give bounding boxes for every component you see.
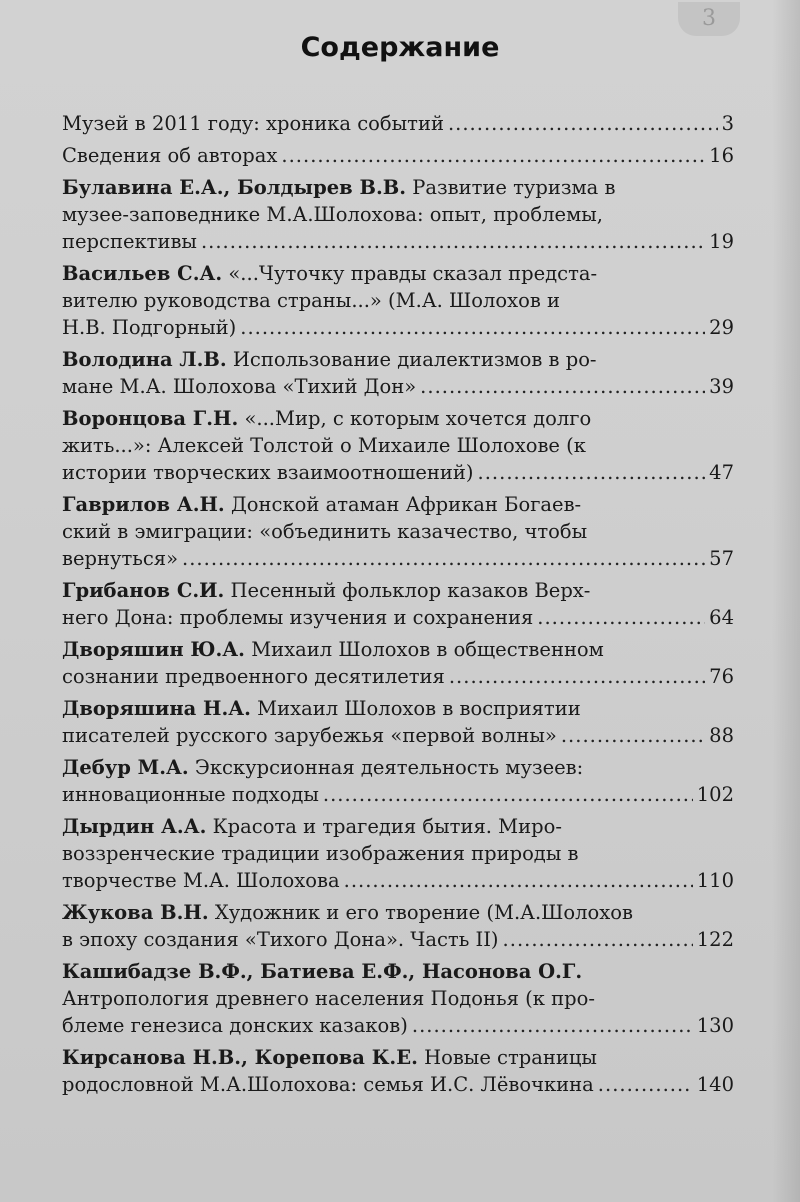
toc-entry-line: Антропология древнего населения Подонья (к про-: [62, 987, 595, 1010]
toc-entry-last-line: [62, 228, 734, 255]
leader-dots: [537, 604, 705, 631]
toc-entry: [62, 577, 734, 631]
toc-entry-title-end: мане М.А. Шолохова «Тихий Дон»: [62, 375, 417, 398]
toc-entry-line: [62, 958, 734, 985]
page-edge-shadow: [772, 0, 800, 1202]
toc-entry-title-part: Экскурсионная деятельность музеев:: [194, 756, 584, 779]
toc-entry-title-part: Донской атаман Африкан Богаев-: [230, 493, 582, 516]
toc-entry: [62, 142, 734, 169]
toc-entry-line: [62, 260, 734, 287]
toc-entry-title-end: сознании предвоенного десятилетия: [62, 665, 445, 688]
toc-entry-author: Грибанов С.И.: [62, 579, 225, 602]
toc-entry-title-part: Михаил Шолохов в общественном: [251, 638, 604, 661]
toc-entry-page-number: 76: [709, 665, 734, 688]
toc-entry-last-line: [62, 110, 734, 137]
toc-entry-last-line: [62, 545, 734, 572]
leader-dots: [182, 545, 705, 572]
toc-entry-line: воззренческие традиции изображения природы в: [62, 842, 579, 865]
toc-entry-line: [62, 491, 734, 518]
leader-dots: [478, 459, 706, 486]
toc-entry-author: Кашибадзе В.Ф., Батиева Е.Ф., Насонова О.Г.: [62, 960, 583, 983]
toc-entry-last-line: [62, 314, 734, 341]
leader-dots: [448, 110, 718, 137]
toc-entry-page-number: 3: [721, 112, 734, 135]
toc-entry-line: [62, 754, 734, 781]
toc-entry-page-number: 110: [696, 869, 734, 892]
toc-entry-line: вителю руководства страны...» (М.А. Шолохов и: [62, 289, 561, 312]
corner-page-number: 3: [678, 2, 740, 36]
toc-entry-author: Жукова В.Н.: [62, 901, 209, 924]
toc-entry-page-number: 64: [709, 606, 734, 629]
toc-entry-title-end: истории творческих взаимоотношений): [62, 461, 474, 484]
toc-entry-last-line: [62, 722, 734, 749]
leader-dots: [344, 867, 693, 894]
toc-entry-title-part: Художник и его творение (М.А.Шолохов: [214, 901, 633, 924]
toc-entry-author: Дворяшин Ю.А.: [62, 638, 245, 661]
toc-entry-page-number: 19: [709, 230, 734, 253]
toc-entry-title-end: родословной М.А.Шолохова: семья И.С. Лёвочкина: [62, 1073, 594, 1096]
toc-entry-author: Володина Л.В.: [62, 348, 227, 371]
toc-entry: [62, 754, 734, 808]
toc-entry-title-end: вернуться»: [62, 547, 179, 570]
toc-entry-title-end: Сведения об авторах: [62, 144, 278, 167]
toc-entry-line: ский в эмиграции: «объединить казачество, чтобы: [62, 520, 588, 543]
toc-entry-title-end: писателей русского зарубежья «первой волны»: [62, 724, 557, 747]
leader-dots: [412, 1012, 693, 1039]
toc-entry-last-line: [62, 1012, 734, 1039]
leader-dots: [420, 373, 705, 400]
toc-entry-page-number: 29: [709, 316, 734, 339]
toc-entry-title-end: инновационные подходы: [62, 783, 319, 806]
toc-entry: [62, 346, 734, 400]
toc-entry: [62, 958, 734, 1039]
toc-entry-line: музее-заповеднике М.А.Шолохова: опыт, проблемы,: [62, 203, 603, 226]
toc-entry-title-part: Михаил Шолохов в восприятии: [257, 697, 581, 720]
toc-entry-page-number: 130: [696, 1014, 734, 1037]
leader-dots: [281, 142, 705, 169]
table-of-contents: [62, 110, 734, 1103]
toc-entry-title-part: «...Чуточку правды сказал предста-: [228, 262, 598, 285]
toc-entry-last-line: [62, 926, 734, 953]
toc-entry: [62, 260, 734, 341]
toc-entry-last-line: [62, 781, 734, 808]
leader-dots: [598, 1071, 693, 1098]
toc-entry-title-part: «...Мир, с которым хочется долго: [244, 407, 592, 430]
toc-entry-page-number: 39: [709, 375, 734, 398]
leader-dots: [561, 722, 705, 749]
toc-entry-last-line: [62, 867, 734, 894]
toc-entry-last-line: [62, 459, 734, 486]
toc-entry-author: Булавина Е.А., Болдырев В.В.: [62, 176, 407, 199]
toc-entry-last-line: [62, 604, 734, 631]
toc-entry-page-number: 16: [709, 144, 734, 167]
toc-entry-title-end: него Дона: проблемы изучения и сохранения: [62, 606, 534, 629]
toc-entry-author: Васильев С.А.: [62, 262, 223, 285]
toc-entry-title-end: Музей в 2011 году: хроника событий: [62, 112, 444, 135]
leader-dots: [323, 781, 693, 808]
toc-entry: [62, 636, 734, 690]
toc-entry-author: Гаврилов А.Н.: [62, 493, 225, 516]
toc-entry-line: [62, 346, 734, 373]
toc-entry-line: [62, 174, 734, 201]
toc-entry-title-end: Н.В. Подгорный): [62, 316, 237, 339]
toc-entry-page-number: 122: [696, 928, 734, 951]
toc-entry-line: жить...»: Алексей Толстой о Михаиле Шолохове (к: [62, 434, 586, 457]
toc-entry-page-number: 88: [709, 724, 734, 747]
page-title: Содержание: [300, 32, 500, 63]
toc-entry-title-end: перспективы: [62, 230, 197, 253]
toc-entry-page-number: 57: [709, 547, 734, 570]
toc-entry: [62, 813, 734, 894]
toc-entry-author: Дырдин А.А.: [62, 815, 207, 838]
toc-entry-line: [62, 577, 734, 604]
toc-entry-line: [62, 636, 734, 663]
toc-entry: [62, 899, 734, 953]
toc-entry-title-part: Новые страницы: [424, 1046, 597, 1069]
toc-entry-title-part: Песенный фольклор казаков Верх-: [230, 579, 591, 602]
toc-entry-author: Дебур М.А.: [62, 756, 189, 779]
toc-entry: [62, 174, 734, 255]
leader-dots: [201, 228, 705, 255]
toc-entry-title-part: Использование диалектизмов в ро-: [232, 348, 597, 371]
toc-entry-title-part: Развитие туризма в: [412, 176, 616, 199]
toc-entry: [62, 695, 734, 749]
toc-entry-page-number: 47: [709, 461, 734, 484]
toc-entry-last-line: [62, 1071, 734, 1098]
toc-entry-page-number: 102: [696, 783, 734, 806]
toc-entry-line: [62, 405, 734, 432]
toc-entry-line: [62, 1044, 734, 1071]
toc-entry-line: [62, 695, 734, 722]
toc-entry-page-number: 140: [696, 1073, 734, 1096]
toc-entry-author: Воронцова Г.Н.: [62, 407, 239, 430]
toc-entry: [62, 405, 734, 486]
toc-entry-line: [62, 813, 734, 840]
leader-dots: [503, 926, 693, 953]
toc-entry-title-end: в эпоху создания «Тихого Дона». Часть II): [62, 928, 499, 951]
toc-entry-last-line: [62, 373, 734, 400]
toc-entry-author: Кирсанова Н.В., Корепова К.Е.: [62, 1046, 418, 1069]
toc-entry: [62, 491, 734, 572]
leader-dots: [240, 314, 705, 341]
toc-entry: [62, 1044, 734, 1098]
leader-dots: [449, 663, 705, 690]
toc-entry-line: [62, 899, 734, 926]
toc-entry-title-end: блеме генезиса донских казаков): [62, 1014, 408, 1037]
toc-entry: [62, 110, 734, 137]
toc-entry-last-line: [62, 142, 734, 169]
toc-entry-title-end: творчестве М.А. Шолохова: [62, 869, 340, 892]
toc-entry-last-line: [62, 663, 734, 690]
toc-entry-author: Дворяшина Н.А.: [62, 697, 251, 720]
toc-entry-title-part: Красота и трагедия бытия. Миро-: [212, 815, 562, 838]
